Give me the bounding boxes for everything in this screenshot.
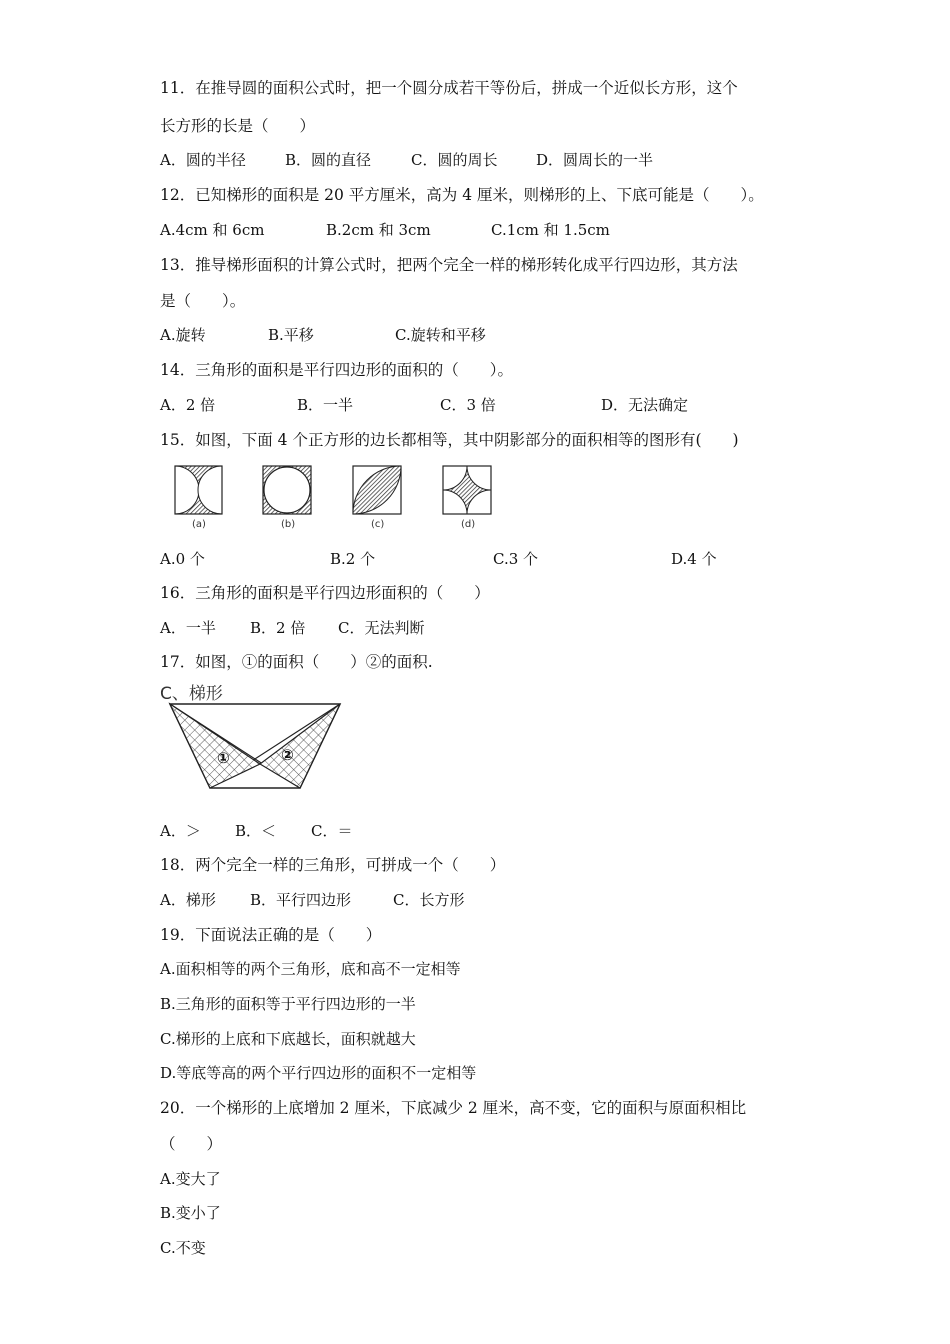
q13-stem-line2: 是（ ）。 (160, 292, 246, 310)
figure-c-shape (353, 466, 401, 514)
q14-option-a: A．2 倍 (160, 396, 216, 414)
q18-stem-line1: 18．两个完全一样的三角形，可拼成一个（ ） (160, 856, 506, 874)
q19-stem-line1: 19．下面说法正确的是（ ） (160, 926, 382, 944)
q15-option-b: B.2 个 (330, 550, 376, 568)
q19-option-d: D.等底等高的两个平行四边形的面积不一定相等 (160, 1064, 477, 1082)
region-2-label: ② (281, 746, 294, 764)
q17-option-c: C．＝ (311, 822, 353, 840)
q19-option-b: B.三角形的面积等于平行四边形的一半 (160, 995, 416, 1013)
figure-a-shape (165, 466, 246, 514)
q18-option-b: B．平行四边形 (250, 891, 352, 909)
q12-option-b: B.2cm 和 3cm (326, 221, 431, 239)
q20-option-c: C.不变 (160, 1239, 206, 1257)
q15-option-a: A.0 个 (160, 550, 205, 568)
q14-option-b: B．一半 (297, 396, 354, 414)
q18-option-c: C．长方形 (393, 891, 465, 909)
q16-stem-line1: 16．三角形的面积是平行四边形面积的（ ） (160, 584, 490, 602)
figure-b-shape (263, 466, 311, 514)
q12-stem-line1: 12．已知梯形的面积是 20 平方厘米，高为 4 厘米，则梯形的上、下底可能是（ ）。 (160, 186, 764, 204)
q13-option-c: C.旋转和平移 (395, 326, 486, 344)
q17-option-a: A．＞ (160, 822, 201, 840)
figure-label-c: (c) (371, 519, 385, 530)
q17-stem-line1: 17．如图，①的面积（ ）②的面积. (160, 653, 433, 671)
q17-option-b: B．＜ (235, 822, 277, 840)
q20-stem-line1: 20．一个梯形的上底增加 2 厘米，下底减少 2 厘米，高不变，它的面积与原面积相比 (160, 1099, 747, 1117)
q20-stem-line2: （ ） (160, 1135, 223, 1153)
q17-trapezoid-figure (165, 700, 345, 792)
q16-option-a: A．一半 (160, 619, 216, 637)
figure-d-shape (443, 466, 491, 514)
region-1-label: ① (217, 749, 230, 767)
q13-option-b: B.平移 (268, 326, 314, 344)
q14-option-d: D．无法确定 (601, 396, 689, 414)
q15-squares-figure (165, 458, 510, 538)
q15-stem-line1: 15．如图，下面 4 个正方形的边长都相等，其中阴影部分的面积相等的图形有( ) (160, 431, 739, 449)
q12-option-a: A.4cm 和 6cm (160, 221, 265, 239)
q11-option-b: B．圆的直径 (285, 151, 372, 169)
q13-option-a: A.旋转 (160, 326, 206, 344)
figure-label-a: (a) (192, 519, 206, 530)
q11-option-c: C．圆的周长 (411, 151, 498, 169)
q16-option-b: B．2 倍 (250, 619, 306, 637)
q15-option-d: D.4 个 (671, 550, 717, 568)
q11-option-d: D．圆周长的一半 (536, 151, 654, 169)
q12-option-c: C.1cm 和 1.5cm (491, 221, 610, 239)
q19-option-a: A.面积相等的两个三角形，底和高不一定相等 (160, 960, 461, 978)
q19-option-c: C.梯形的上底和下底越长，面积就越大 (160, 1030, 416, 1048)
q14-stem-line1: 14．三角形的面积是平行四边形的面积的（ ）。 (160, 361, 513, 379)
q20-option-b: B.变小了 (160, 1204, 221, 1222)
q14-option-c: C．3 倍 (440, 396, 496, 414)
figure-label-d: (d) (461, 519, 476, 530)
figure-label-b: (b) (281, 519, 296, 530)
q11-option-a: A．圆的半径 (160, 151, 246, 169)
q18-option-a: A．梯形 (160, 891, 216, 909)
q17-figure-title: C、梯形 (160, 684, 223, 704)
q15-option-c: C.3 个 (493, 550, 539, 568)
q11-stem-line2: 长方形的长是（ ） (160, 117, 316, 135)
q20-option-a: A.变大了 (160, 1170, 221, 1188)
q11-stem-line1: 11．在推导圆的面积公式时，把一个圆分成若干等份后，拼成一个近似长方形，这个 (160, 79, 738, 97)
q13-stem-line1: 13．推导梯形面积的计算公式时，把两个完全一样的梯形转化成平行四边形，其方法 (160, 256, 738, 274)
q16-option-c: C．无法判断 (338, 619, 425, 637)
